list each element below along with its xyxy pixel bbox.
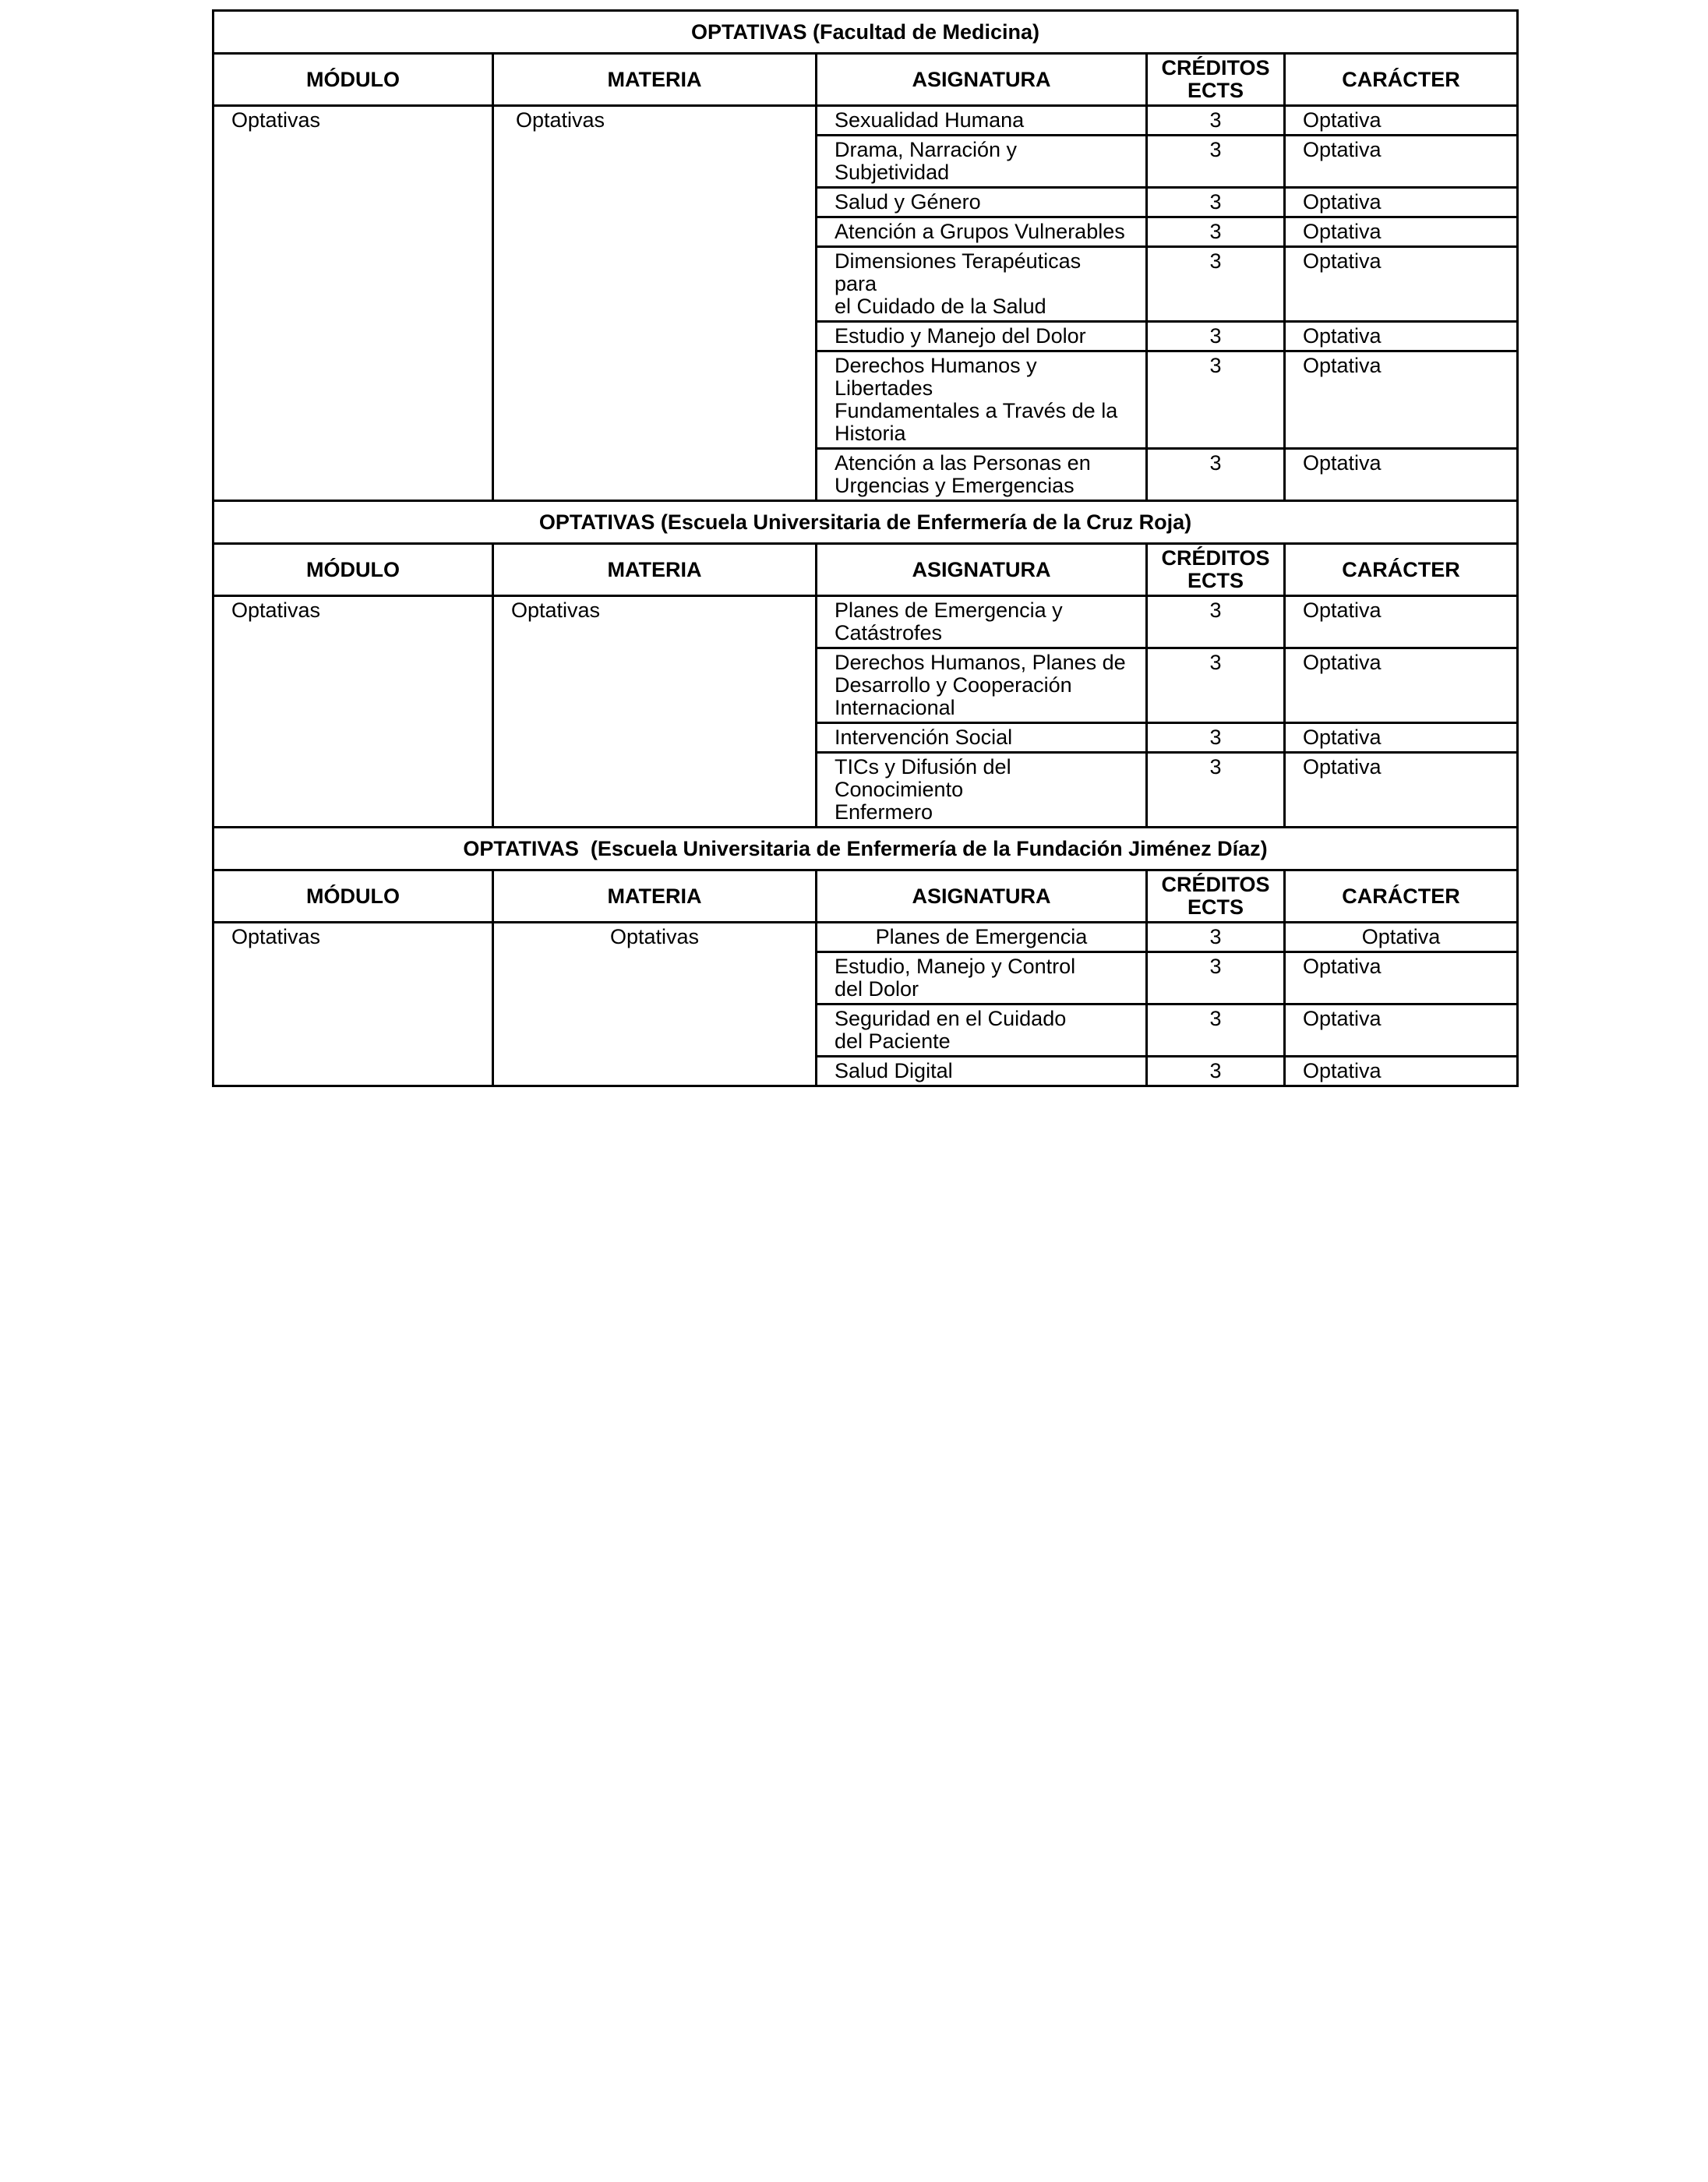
caracter-cell: Optativa <box>1285 952 1518 1004</box>
caracter-cell: Optativa <box>1285 449 1518 501</box>
asignatura-cell: Seguridad en el Cuidado del Paciente <box>817 1004 1147 1057</box>
creditos-cell: 3 <box>1147 188 1285 217</box>
asignatura-cell: Sexualidad Humana <box>817 106 1147 136</box>
creditos-cell: 3 <box>1147 247 1285 322</box>
header-row <box>214 544 1518 596</box>
asignatura-cell: Derechos Humanos, Planes de Desarrollo y Cooperación Internacional <box>817 648 1147 723</box>
creditos-cell: 3 <box>1147 1057 1285 1086</box>
table-row <box>214 596 1518 648</box>
asignatura-cell: Intervención Social <box>817 723 1147 753</box>
caracter-cell: Optativa <box>1285 106 1518 136</box>
section-title-row <box>214 11 1518 54</box>
caracter-cell: Optativa <box>1285 247 1518 322</box>
asignatura-cell: TICs y Difusión del Conocimiento Enfermero <box>817 753 1147 828</box>
header-creditos: CRÉDITOS ECTS <box>1147 870 1285 923</box>
asignatura-cell: Drama, Narración y Subjetividad <box>817 136 1147 188</box>
header-caracter: CARÁCTER <box>1285 544 1518 596</box>
asignatura-cell: Planes de Emergencia y Catástrofes <box>817 596 1147 648</box>
caracter-cell: Optativa <box>1285 188 1518 217</box>
table-row <box>214 106 1518 136</box>
header-caracter: CARÁCTER <box>1285 870 1518 923</box>
materia-cell: Optativas <box>493 596 817 828</box>
header-creditos: CRÉDITOS ECTS <box>1147 544 1285 596</box>
creditos-cell: 3 <box>1147 753 1285 828</box>
asignatura-cell: Dimensiones Terapéuticas para el Cuidado de la Salud <box>817 247 1147 322</box>
header-modulo: MÓDULO <box>214 54 493 106</box>
asignatura-cell: Derechos Humanos y Libertades Fundamentales a Través de la Historia <box>817 351 1147 449</box>
header-materia: MATERIA <box>493 54 817 106</box>
creditos-cell: 3 <box>1147 136 1285 188</box>
header-asignatura: ASIGNATURA <box>817 870 1147 923</box>
header-row <box>214 54 1518 106</box>
section-title: OPTATIVAS (Facultad de Medicina) <box>214 11 1518 54</box>
creditos-cell: 3 <box>1147 217 1285 247</box>
materia-cell: Optativas <box>493 106 817 501</box>
section-title-row <box>214 501 1518 544</box>
caracter-cell: Optativa <box>1285 723 1518 753</box>
creditos-cell: 3 <box>1147 952 1285 1004</box>
creditos-cell: 3 <box>1147 322 1285 351</box>
modulo-cell: Optativas <box>214 923 493 1086</box>
section-title: OPTATIVAS (Escuela Universitaria de Enfermería de la Fundación Jiménez Díaz) <box>214 828 1518 870</box>
creditos-cell: 3 <box>1147 1004 1285 1057</box>
asignatura-cell: Planes de Emergencia <box>817 923 1147 952</box>
section-title: OPTATIVAS (Escuela Universitaria de Enfermería de la Cruz Roja) <box>214 501 1518 544</box>
asignatura-cell: Atención a Grupos Vulnerables <box>817 217 1147 247</box>
header-materia: MATERIA <box>493 870 817 923</box>
optativas-table <box>212 9 1519 1087</box>
caracter-cell: Optativa <box>1285 648 1518 723</box>
creditos-cell: 3 <box>1147 923 1285 952</box>
asignatura-cell: Salud y Género <box>817 188 1147 217</box>
creditos-cell: 3 <box>1147 351 1285 449</box>
caracter-cell: Optativa <box>1285 136 1518 188</box>
section-title-row <box>214 828 1518 870</box>
header-caracter: CARÁCTER <box>1285 54 1518 106</box>
header-row <box>214 870 1518 923</box>
caracter-cell: Optativa <box>1285 1057 1518 1086</box>
caracter-cell: Optativa <box>1285 596 1518 648</box>
caracter-cell: Optativa <box>1285 1004 1518 1057</box>
modulo-cell: Optativas <box>214 596 493 828</box>
header-materia: MATERIA <box>493 544 817 596</box>
table-row <box>214 923 1518 952</box>
asignatura-cell: Estudio, Manejo y Control del Dolor <box>817 952 1147 1004</box>
asignatura-cell: Salud Digital <box>817 1057 1147 1086</box>
header-creditos: CRÉDITOS ECTS <box>1147 54 1285 106</box>
header-modulo: MÓDULO <box>214 544 493 596</box>
header-modulo: MÓDULO <box>214 870 493 923</box>
caracter-cell: Optativa <box>1285 923 1518 952</box>
asignatura-cell: Atención a las Personas en Urgencias y Emergencias <box>817 449 1147 501</box>
caracter-cell: Optativa <box>1285 322 1518 351</box>
caracter-cell: Optativa <box>1285 753 1518 828</box>
creditos-cell: 3 <box>1147 449 1285 501</box>
creditos-cell: 3 <box>1147 596 1285 648</box>
header-asignatura: ASIGNATURA <box>817 54 1147 106</box>
materia-cell: Optativas <box>493 923 817 1086</box>
creditos-cell: 3 <box>1147 106 1285 136</box>
creditos-cell: 3 <box>1147 723 1285 753</box>
creditos-cell: 3 <box>1147 648 1285 723</box>
header-asignatura: ASIGNATURA <box>817 544 1147 596</box>
modulo-cell: Optativas <box>214 106 493 501</box>
caracter-cell: Optativa <box>1285 217 1518 247</box>
caracter-cell: Optativa <box>1285 351 1518 449</box>
asignatura-cell: Estudio y Manejo del Dolor <box>817 322 1147 351</box>
